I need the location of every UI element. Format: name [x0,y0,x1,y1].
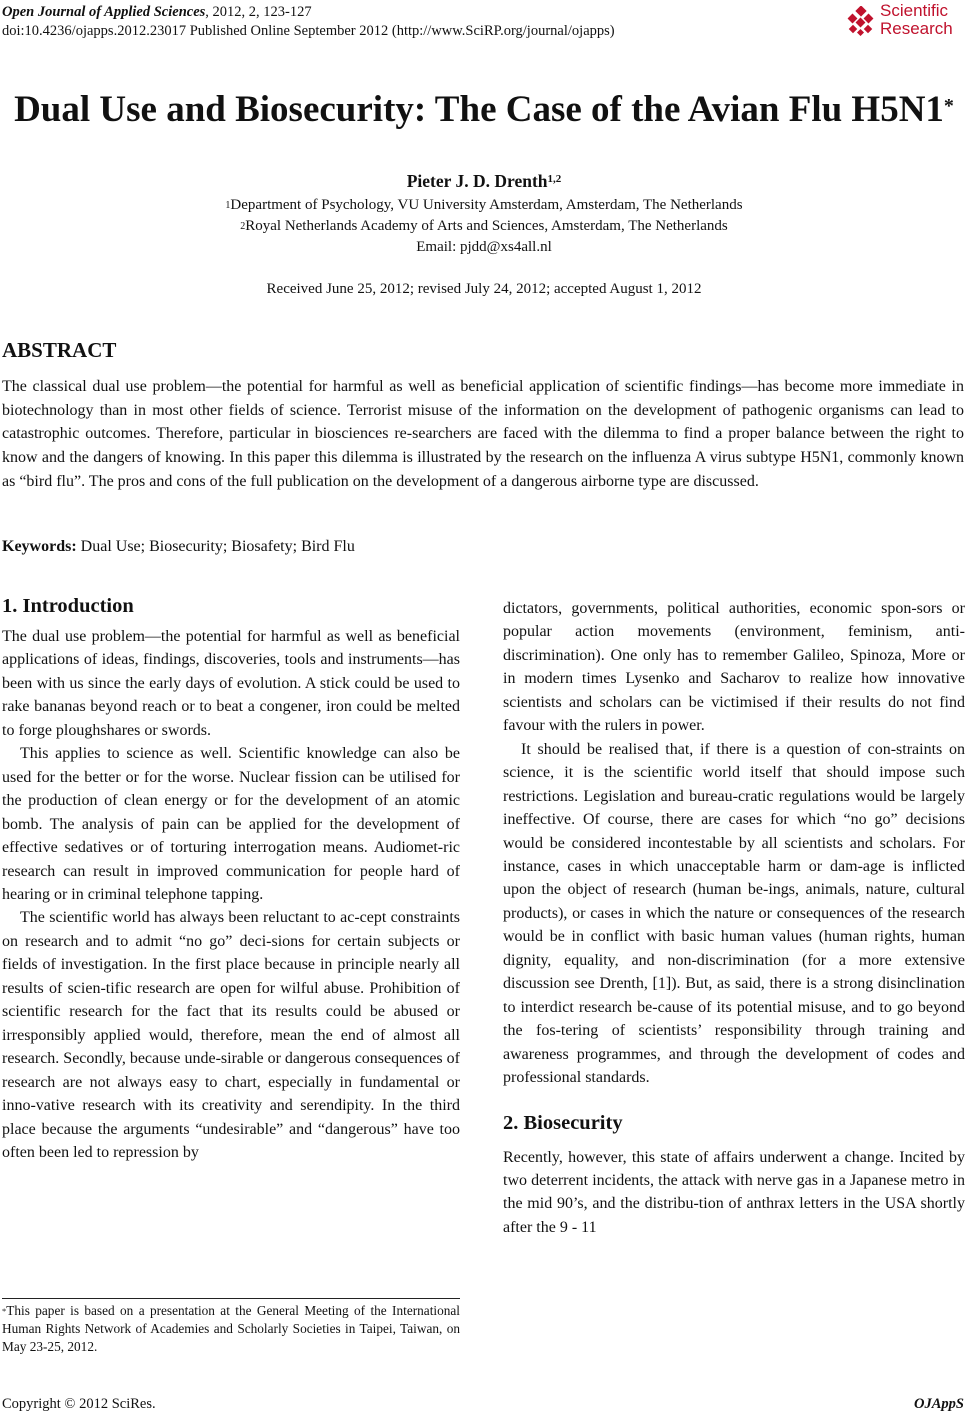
logo-line-1: Scientific [880,1,949,20]
received-dates: Received June 25, 2012; revised July 24, 2012; accepted August 1, 2012 [266,281,702,297]
paper-title [0,88,968,132]
title-text: Dual Use and Biosecurity: The Case of the Avian Flu H5N1 [14,89,944,130]
section-1-paragraph: This applies to science as well. Scientific knowledge can also be used for the better or for the worse. Nuclear fission can be utilised for the production of clean energy or for the development of an atomic bomb. The analysis of pain can be applied for the development of effective sedatives or of torturing interrogation means. Audiomet-ric research can result in improved communication for people hard of hearing or in criminal telephone tapping. [2,745,460,903]
abstract-heading: ABSTRACT [2,338,117,362]
author-affiliation-marks: 1,2 [547,173,562,185]
keywords-text: Dual Use; Biosecurity; Biosafety; Bird Flu [76,538,355,555]
right-column-paragraph: dictators, governments, political authorities, economic spon-sors or popular action movements (environment, feminism, anti-discrimination). One only has to remember Galileo, Spinoza, More or in modern times Lysenko and Sacharov to realize how innovative scientists and scholars can be victimised if their results do not find favour with the rulers in power. [503,600,965,735]
logo-line-2: Research [880,19,953,38]
section-2-heading: 2. Biosecurity [503,1111,623,1134]
section-1-heading: 1. Introduction [2,595,134,617]
left-column [2,593,460,1164]
author-email: Email: pjdd@xs4all.nl [416,239,552,255]
copyright-notice: Copyright © 2012 SciRes. [2,1396,156,1412]
author-name: Pieter J. D. Drenth [406,171,548,191]
keywords-line [2,536,355,558]
right-column-paragraph: It should be realised that, if there is a question of con-straints on science, it is the scientific world itself that should impose such restrictions. Legislation and bureau-cratic regulations would be largely ineffective. Of course, there are cases for which “no go” decisions would be considered incontestable by all scientists and scholars. For instance, cases in which unacceptable harm or dam-age is inflicted upon the object of research (human be-ings, animals, nature, cultural products), or cases in which the nature or consequences of the research would be in conflict with basic human values (human rights, human dignity, equality, and non-discrimination (for a more extensive discussion see Drenth, [1]). But, as said, there is a strong disinclination to interdict research be-cause of its potential misuse, and to go beyond the fos-tering of scientists’ responsibility through training and awareness programmes, and through the development of codes and professional standards. [503,740,965,1087]
logo-mark-icon [846,6,876,36]
affiliation-1: $^1$Department of Psychology, VU University Amsterdam, Amsterdam, The Netherlands [225,197,743,213]
footnote-rule [2,1298,460,1299]
journal-issue: , 2012, 2, 123-127 [205,4,312,20]
section-1-paragraph: The scientific world has always been reluctant to ac-cept constraints on research and to admit “no go” deci-sions for certain subjects or fields of investigation. In the first place because in principle nearly all results of scien-tific research are open for wilful abuse. Prohibition of scientific research for the fact that its results could be abused or irresponsibly applied would, therefore, mean the end of almost all research. Secondly, because unde-sirable or dangerous consequences of research are not always easy to chart, especially in fundamental or inno-vative research with its creativity and serendipity. In the third place because the arguments “undesirable” and “dangerous” have too often been led to repression by [2,909,460,1161]
affiliation-2: $^2$Royal Netherlands Academy of Arts and Sciences, Amsterdam, The Netherlands [240,218,728,234]
journal-header [2,3,312,21]
doi-line: doi:10.4236/ojapps.2012.23017 Published Online September 2012 (http://www.SciRP.org/journal/ojapps) [2,23,615,39]
footnote-text: This paper is based on a presentation at the General Meeting of the International Human Rights Network of Academies and Scholarly Societies in Taipei, Taiwan, on May 23-25, 2012. [2,1303,460,1354]
journal-name: Open Journal of Applied Sciences [2,4,206,20]
footnote-marker: * [2,1306,7,1316]
journal-abbreviation: OJAppS [914,1396,964,1412]
keywords-label: Keywords: [2,538,77,555]
title-footnote-marker: * [943,95,954,117]
section-1-paragraph: The dual use problem—the potential for harmful as well as beneficial applications of ideas, findings, discoveries, tools and instruments—has been with us since the early days of evolution. A stick could be used to rake bananas beyond reach or to beat a congener, iron could be melted to forge ploughshares or swords. [2,628,460,739]
section-2-paragraph: Recently, however, this state of affairs underwent a change. Incited by two deterrent incidents, the attack with nerve gas in a Japanese metro in the mid 90’s, and the distribu-tion of anthrax letters in the USA shortly after the 9 - 11 [503,1148,965,1236]
abstract-text: The classical dual use problem—the potential for harmful as well as beneficial application of scientific findings—has become more immediate in biotechnology than in most other fields of science. Terrorist misuse of the information on the development of pathogenic organisms can lead to catastrophic outcomes. Therefore, particular in biosciences re-searchers are faced with the dilemma to find a proper balance between the right to know and the dangers of knowing. In this paper this dilemma is illustrated by the research on the influenza A virus subtype H5N1, commonly known as “bird flu”. The pros and cons of the full publication on the development of a dangerous airborne type are discussed. [2,378,964,490]
logo-text [880,2,953,38]
right-column [503,597,965,1239]
scientific-research-logo [846,2,968,42]
author-line [0,170,968,192]
footnote [2,1302,460,1356]
